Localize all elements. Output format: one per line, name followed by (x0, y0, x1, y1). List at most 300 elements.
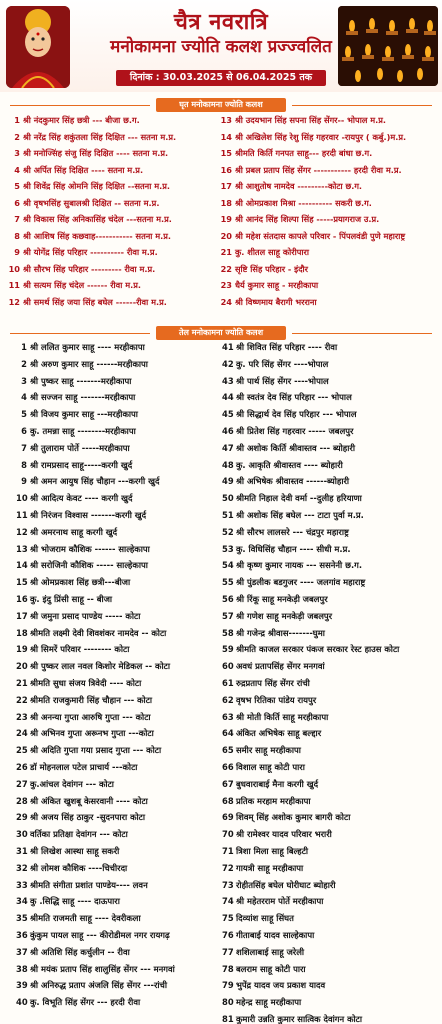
list-item (16, 610, 140, 622)
item-text: श्री अर्पित सिंह दिक्षित ---- सतना म.प्र. (23, 164, 144, 175)
item-number: 55 (222, 577, 234, 588)
item-number: 13 (220, 115, 232, 125)
item-number: 18 (16, 627, 28, 638)
item-number: 56 (222, 594, 234, 604)
item-text: श्री निरंजन विश्वास -------करगी खुर्द (30, 510, 147, 520)
list-item (222, 576, 365, 588)
item-number: 7 (14, 214, 20, 224)
item-text: वृषभ रितिका पांडेय रायपुर (236, 694, 317, 705)
list-item (222, 610, 332, 622)
item-number: 39 (16, 980, 28, 991)
item-text: प्रतिक मरहाम मरहीकापा (236, 795, 311, 806)
item-text: श्री अजय सिंह ठाकुर -सुदनपारा कोटा (30, 812, 146, 823)
item-number: 24 (220, 296, 232, 307)
list-item (8, 180, 170, 192)
item-text: कुमारी उन्नति कुमार सात्विक देवांगन कोटा (236, 1014, 363, 1024)
item-number: 2 (21, 358, 27, 369)
item-number: 73 (222, 879, 234, 890)
list-item (16, 559, 148, 571)
item-text: श्री अमरनाथ साहू करगी खुर्द (30, 526, 118, 537)
item-text: श्रीमति राजमती साहू ---- देवरीकला (30, 913, 141, 924)
list-item (16, 576, 130, 588)
list-item (222, 811, 350, 823)
list-item (222, 996, 301, 1008)
item-number: 29 (16, 812, 28, 823)
list-item (16, 593, 112, 605)
item-number: 11 (16, 510, 28, 520)
item-text: श्री अरुण कुमार साहू ------मरहीकापा (30, 358, 148, 369)
item-number: 40 (16, 997, 28, 1008)
list-item (16, 408, 138, 420)
list-item (16, 694, 152, 706)
item-text: कु .सिद्धि साहू ---- दाऊपारा (30, 896, 120, 907)
list-item (222, 979, 325, 991)
list-item (16, 341, 145, 353)
item-number: 4 (21, 392, 27, 403)
item-text: श्री तुलाराम पोर्ते -----मरहीकापा (30, 442, 130, 453)
item-text: श्री महेश संतदास कापले परिवार - पिंपलवंडी पुणे महाराष्ट्र (235, 230, 406, 241)
item-text: श्री लोमश कौशिक ----चिचीरदा (30, 862, 128, 873)
list-item (222, 828, 332, 840)
item-number: 21 (220, 247, 232, 257)
item-number: 18 (220, 197, 232, 208)
section1-right-list (220, 114, 438, 314)
item-text: श्री सिमरें परिवार -------- कोटा (30, 644, 130, 655)
item-number: 45 (222, 409, 234, 420)
item-text: शिवम् सिंह अशोक कुमार बागरी कोटा (236, 812, 351, 823)
list-item (220, 197, 372, 209)
item-text: श्री कृष्ण कुमार नायक --- ससनेनी छ.ग. (236, 560, 363, 571)
list-item (222, 660, 325, 672)
item-number: 23 (16, 711, 28, 722)
list-item (222, 677, 310, 689)
item-number: 46 (222, 426, 234, 436)
item-number: 75 (222, 913, 234, 924)
list-item (16, 391, 135, 403)
list-item (16, 879, 148, 891)
list-item (222, 929, 314, 941)
header (0, 0, 442, 92)
item-text: धैर्य कुमार साहू - मरहीकापा (235, 280, 319, 290)
item-text: श्री नंदकुमार सिंह छत्री --- बीजा छ.ग. (23, 115, 140, 125)
item-text: श्री महेतरराम पोर्ते मरहीकापा (236, 896, 324, 907)
list-item (16, 979, 167, 991)
list-item (8, 246, 158, 258)
item-text: श्री गजेन्द्र श्रीवास-------घुमा (236, 627, 325, 638)
item-text: अवधं प्रतापसिंह सेंगर मनगवां (236, 661, 325, 672)
list-item (8, 131, 176, 143)
item-text: श्री स्वतंत्र देव सिंह परिहार --- भोपाल (236, 392, 352, 403)
list-item (8, 197, 159, 209)
list-item (222, 492, 362, 504)
item-text: श्री विष्णमाय बैरागी भरराना (235, 296, 317, 307)
list-item (220, 230, 405, 242)
list-item (222, 711, 328, 723)
item-number: 16 (220, 164, 232, 175)
list-item (8, 147, 168, 159)
list-item (16, 677, 141, 689)
item-text: श्री अभिनव गुप्ता अरूनभ गुप्ता ---कोटा (30, 728, 154, 739)
list-item (222, 526, 349, 538)
list-item (8, 164, 143, 176)
list-item (16, 711, 151, 723)
list-item (220, 279, 318, 291)
item-number: 12 (8, 296, 20, 307)
item-number: 69 (222, 812, 234, 823)
item-number: 36 (16, 930, 28, 940)
list-item (222, 879, 336, 891)
item-text: श्रीमति राजकुमारी सिंह चौहान --- कोटा (30, 694, 153, 705)
item-number: 74 (222, 896, 234, 907)
item-text: श्री मोती किर्ति साहू मरहीकापा (236, 711, 329, 722)
item-text: कु. विधिसिंह चौहान ---- सीधी म.प्र. (236, 543, 351, 554)
item-number: 61 (222, 678, 234, 688)
item-number: 26 (16, 762, 28, 772)
item-number: 2 (14, 131, 20, 142)
item-text: वर्तिका प्रतिक्षा देवांगन --- कोटा (30, 829, 128, 840)
list-item (220, 147, 372, 159)
item-text: श्री अशोक सिंह बघेल --- टाटा पुर्वा म.प्र. (236, 510, 364, 520)
list-item (222, 593, 328, 605)
item-number: 8 (21, 459, 27, 470)
item-text: श्री अंकित खुशबू केसरवानी ---- कोटा (30, 795, 148, 806)
list-item (220, 180, 362, 192)
item-text: शशिलाबाई साहू जरेली (236, 946, 305, 957)
list-item (8, 296, 167, 308)
item-text: सृष्टि सिंह परिहार - इंदौर (235, 263, 309, 274)
list-item (16, 442, 130, 454)
item-number: 57 (222, 610, 234, 621)
item-number: 27 (16, 778, 28, 789)
list-item (16, 778, 114, 790)
list-item (222, 946, 304, 958)
item-text: श्री मनोज्सिंह संजु सिंह दिक्षित ---- सतना म.प्र. (23, 148, 169, 158)
item-number: 71 (222, 846, 234, 856)
section2-left-list (16, 341, 216, 1021)
item-number: 49 (222, 476, 234, 487)
item-text: श्रीमति सुधा संजय त्रिवेदी ---- कोटा (30, 678, 142, 688)
item-text: श्री सज्जन साहू -------मरहीकापा (30, 392, 136, 403)
item-number: 15 (16, 577, 28, 588)
item-text: श्रीमति निहाल देवी वर्मा --दुलीह हरियाणा (236, 493, 362, 504)
item-text: गीताबाई यादव साल्हेकापा (236, 930, 315, 940)
item-number: 80 (222, 997, 234, 1008)
list-item (222, 862, 303, 874)
item-number: 33 (16, 879, 28, 890)
list-item (8, 279, 141, 291)
item-number: 28 (16, 795, 28, 806)
item-text: श्री सौरभ लालसरे --- चंद्रपुर महाराष्ट्र (236, 526, 349, 537)
item-number: 10 (16, 493, 28, 504)
item-number: 15 (220, 148, 232, 158)
item-number: 3 (21, 375, 27, 386)
list-item (16, 358, 148, 370)
item-number: 30 (16, 829, 28, 840)
item-number: 22 (220, 263, 232, 274)
item-text: विशाल साहू कोटी पारा (236, 762, 305, 772)
list-item (16, 727, 154, 739)
item-number: 42 (222, 358, 234, 369)
list-item (16, 811, 145, 823)
item-number: 79 (222, 980, 234, 991)
list-item (16, 375, 131, 387)
list-item (222, 963, 306, 975)
list-item (222, 358, 328, 370)
item-number: 17 (220, 181, 232, 191)
item-text: श्री पुष्कर साहू -------मरहीकापा (30, 375, 132, 386)
item-number: 72 (222, 862, 234, 873)
item-number: 1 (21, 342, 27, 352)
date-range-bar: दिनांक : 30.03.2025 से 06.04.2025 तक (116, 70, 326, 86)
list-item (222, 778, 318, 790)
item-number: 63 (222, 711, 234, 722)
item-number: 70 (222, 829, 234, 840)
item-text: श्री नरेंद्र सिंह शकुंतला सिंह दिक्षित --- सतना म.प्र. (23, 131, 177, 142)
item-text: डॉ मोहनलाल पटेल प्राचार्य ---कोटा (30, 762, 138, 772)
list-item (16, 643, 129, 655)
item-number: 21 (16, 678, 28, 688)
item-number: 76 (222, 930, 234, 940)
item-number: 66 (222, 762, 234, 772)
item-number: 34 (16, 896, 28, 907)
item-text: श्री योगेंद्र सिंह परिहार ---------- रीवा म.प्र. (23, 247, 158, 257)
item-number: 5 (21, 409, 27, 420)
item-text: श्री आदित्य केवट ---- करगी खुर्द (30, 493, 133, 504)
item-text: श्रीमति संगीता प्रशांत पाण्डेय---- लवन (30, 879, 148, 890)
list-item (222, 341, 337, 353)
item-number: 47 (222, 442, 234, 453)
list-item (16, 862, 127, 874)
item-number: 43 (222, 375, 234, 386)
item-number: 32 (16, 862, 28, 873)
item-number: 64 (222, 728, 234, 739)
item-text: कु. तमन्ना साहू --------मरहीकापा (30, 426, 136, 436)
list-item (16, 845, 119, 857)
item-number: 7 (21, 442, 27, 453)
list-item (16, 660, 170, 672)
list-item (220, 296, 317, 308)
item-text: त्रिशा मिला साहू बिल्हटी (236, 846, 309, 856)
list-item (16, 459, 132, 471)
item-text: श्री विकास सिंह अनिकासिंह चंदेल ---सतना म.प्र. (23, 214, 172, 224)
item-number: 5 (14, 181, 20, 191)
item-number: 62 (222, 694, 234, 705)
item-number: 6 (21, 426, 27, 436)
list-item (16, 795, 148, 807)
item-number: 58 (222, 627, 234, 638)
item-text: श्री प्रबल प्रताप सिंह सेंगर ----------- हरदी रीवा म.प्र. (235, 164, 402, 175)
list-item (220, 213, 379, 225)
list-item (16, 509, 146, 521)
item-number: 22 (16, 694, 28, 705)
item-number: 19 (16, 644, 28, 655)
list-item (222, 627, 325, 639)
divider-line (10, 105, 150, 106)
item-text: श्री पुष्कर लाल नवल किशोर मेडिकल -- कोटा (30, 661, 171, 672)
list-item (222, 559, 362, 571)
item-number: 25 (16, 745, 28, 756)
item-number: 13 (16, 543, 28, 554)
divider-line (10, 333, 150, 334)
item-number: 10 (8, 263, 20, 274)
item-number: 14 (220, 131, 232, 142)
item-text: बलराम साहू कोटी पारा (236, 963, 306, 974)
divider-line (292, 333, 432, 334)
item-number: 9 (14, 247, 20, 257)
item-text: श्री पुंडलीक बडगुजर ---- जलगांव महाराष्ट्र (236, 577, 366, 588)
list-item (222, 744, 301, 756)
item-text: श्रीमति लक्ष्मी देवी शिवशंकर नामदेव -- कोटा (30, 627, 167, 638)
item-number: 11 (8, 280, 20, 290)
list-item (222, 1013, 362, 1024)
item-text: श्री आशिष सिंह कछवाह----------- सतना म.प्र. (23, 230, 172, 241)
item-number: 52 (222, 526, 234, 537)
title-line-1: चैत्र नवरात्रि (173, 10, 269, 35)
section2-title: तेल मनोकामना ज्योति कलश (156, 326, 286, 340)
item-number: 35 (16, 913, 28, 924)
item-text: अंकित अभिषेक साहू बल्द्दार (236, 728, 322, 739)
item-text: श्री अशोक किर्ति श्रीवास्तव --- ब्योहारी (236, 442, 355, 453)
item-number: 9 (21, 476, 27, 487)
item-number: 24 (16, 728, 28, 739)
list-item (222, 391, 352, 403)
list-item (222, 761, 305, 773)
item-text: दिव्यांश साहू सिंघत (236, 913, 294, 924)
item-text: श्री सत्यम सिंह चंदेल ------ रीवा म.प्र. (23, 280, 141, 290)
item-text: श्री ललित कुमार साहू ---- मरहीकापा (30, 342, 145, 352)
item-number: 6 (14, 197, 20, 208)
item-text: श्री अदिति गुप्ता गया प्रसाद गुप्ता --- कोटा (30, 745, 162, 756)
item-number: 20 (16, 661, 28, 672)
list-item (16, 912, 141, 924)
item-text: कु. इंदु प्रिंसी साहू -- बीजा (30, 594, 113, 604)
item-text: श्री आशुतोष नामदेव ---------कोटा छ.ग. (235, 181, 363, 191)
item-number: 14 (16, 560, 28, 571)
item-text: श्री अतिशि सिंह कर्चुलीन -- रीवा (30, 946, 130, 957)
list-item (16, 996, 140, 1008)
item-number: 16 (16, 594, 28, 604)
item-text: श्री सिद्धार्थ देव सिंह परिहार --- भोपाल (236, 409, 357, 420)
list-item (222, 694, 316, 706)
item-text: श्री सौरभ सिंह परिहार --------- रीवा म.प्र. (23, 263, 156, 274)
item-number: 65 (222, 745, 234, 756)
item-number: 53 (222, 543, 234, 554)
list-item (16, 425, 136, 437)
list-item (222, 912, 294, 924)
list-item (8, 213, 172, 225)
item-number: 50 (222, 493, 234, 504)
item-text: महेन्द्र साहू मरहीकापा (236, 997, 302, 1008)
item-number: 12 (16, 526, 28, 537)
item-number: 20 (220, 230, 232, 241)
item-text: श्री अखिलेश सिंह रेशु सिंह गहरवार -रायपुर ( कर्बु.)म.प्र. (235, 131, 407, 142)
list-item (222, 845, 308, 857)
list-item (220, 263, 308, 275)
section1-title: घृत मनोकामना ज्योति कलश (156, 98, 286, 112)
list-item (16, 627, 166, 639)
list-item (222, 425, 353, 437)
list-item (8, 230, 171, 242)
item-text: भुपेंद्र यादव जय प्रकाश यादव (236, 980, 326, 991)
list-item (16, 492, 132, 504)
list-item (222, 795, 311, 807)
item-text: श्री पार्थ सिंह सेंगर ----भोपाल (236, 375, 329, 386)
item-number: 77 (222, 946, 234, 957)
item-text: कु. परि सिंह सेंगर ----भोपाल (236, 358, 329, 369)
item-text: श्री शिवित सिंह परिहार ---- रीवा (236, 342, 338, 352)
item-number: 38 (16, 963, 28, 974)
item-text: रोहीतसिंह बघेल घोरीघाट ब्योहारी (236, 879, 336, 890)
list-item (16, 828, 128, 840)
item-text: श्री वृषभसिंह सुबालश्री दिक्षित -- सतना म.प्र. (23, 197, 160, 208)
list-item (16, 475, 159, 487)
list-item (222, 375, 329, 387)
item-text: गायत्री साहू मरहीकापा (236, 862, 304, 873)
item-text: श्री विजय कुमार साहू ---मरहीकापा (30, 409, 138, 420)
item-text: कु. शीतल साहू कोरीपारा (235, 247, 309, 257)
list-item (16, 761, 137, 773)
item-text: कुंकुम पायल साहू --- कीरोडीमल नगर रायगढ़ (30, 930, 170, 940)
item-text: समीर साहू मरहीकापा (236, 745, 301, 756)
item-text: श्री गणेश साहू मनकेड़ी जबलपुर (236, 610, 333, 621)
item-text: श्री अभिषेक श्रीवास्तव ------ब्योहारी (236, 476, 350, 487)
list-item (16, 963, 175, 975)
item-text: श्री रिंकू साहू मनकेड़ी जबलपुर (236, 594, 328, 604)
item-number: 41 (222, 342, 234, 352)
item-text: श्री ओमप्रकाश मिश्रा ---------- सकरी छ.ग. (235, 197, 372, 208)
item-number: 31 (16, 846, 28, 856)
item-number: 59 (222, 644, 234, 655)
item-number: 4 (14, 164, 20, 175)
list-item (222, 727, 321, 739)
list-item (222, 543, 351, 555)
list-item (220, 114, 386, 126)
divider-line (292, 105, 432, 106)
list-item (220, 164, 402, 176)
item-text: श्री लिखेश आस्था साहू सकरी (30, 846, 120, 856)
item-text: कु. विभूति सिंह सेंगर --- हरदी रीवा (30, 997, 141, 1008)
item-text: श्री अनन्या गुप्ता आरुषि गुप्ता --- कोटा (30, 711, 151, 722)
item-text: बुधवाराबाई मैना करगी खुर्द (236, 778, 319, 789)
item-number: 68 (222, 795, 234, 806)
list-item (8, 114, 140, 126)
list-item (16, 895, 120, 907)
item-text: श्री समर्थ सिंह जया सिंह बघेल ------रीवा म.प्र. (23, 296, 167, 307)
list-item (16, 929, 170, 941)
item-number: 48 (222, 459, 234, 470)
item-text: श्री प्रितेश सिंह गहरवार ----- जबलपुर (236, 426, 354, 436)
list-item (222, 459, 343, 471)
item-number: 78 (222, 963, 234, 974)
list-item (222, 643, 399, 655)
list-item (222, 408, 357, 420)
item-number: 17 (16, 610, 28, 621)
item-text: श्री ओमप्रकाश सिंह छत्री---बीजा (30, 577, 131, 588)
section1-left-list (8, 114, 216, 314)
list-item (222, 442, 355, 454)
title-line-2: मनोकामना ज्योति कलश प्रज्ज्वलित (110, 37, 332, 57)
item-text: श्रीमति किर्ति गनपत साहू--- हरदी बांधा छ.ग. (235, 148, 373, 158)
item-text: रुद्रप्रताप सिंह सेंगर रांची (236, 678, 310, 688)
item-text: श्री अमन आयुष सिंह चौहान ---करगी खुर्द (30, 476, 160, 487)
item-text: कु.आंचल देवांगन --- कोटा (30, 778, 114, 789)
list-item (222, 509, 364, 521)
item-number: 67 (222, 778, 234, 789)
list-item (16, 543, 150, 555)
list-item (220, 131, 406, 143)
item-number: 1 (14, 115, 20, 125)
item-text: श्री रामेश्वर यादव परिवार भरारी (236, 829, 332, 840)
